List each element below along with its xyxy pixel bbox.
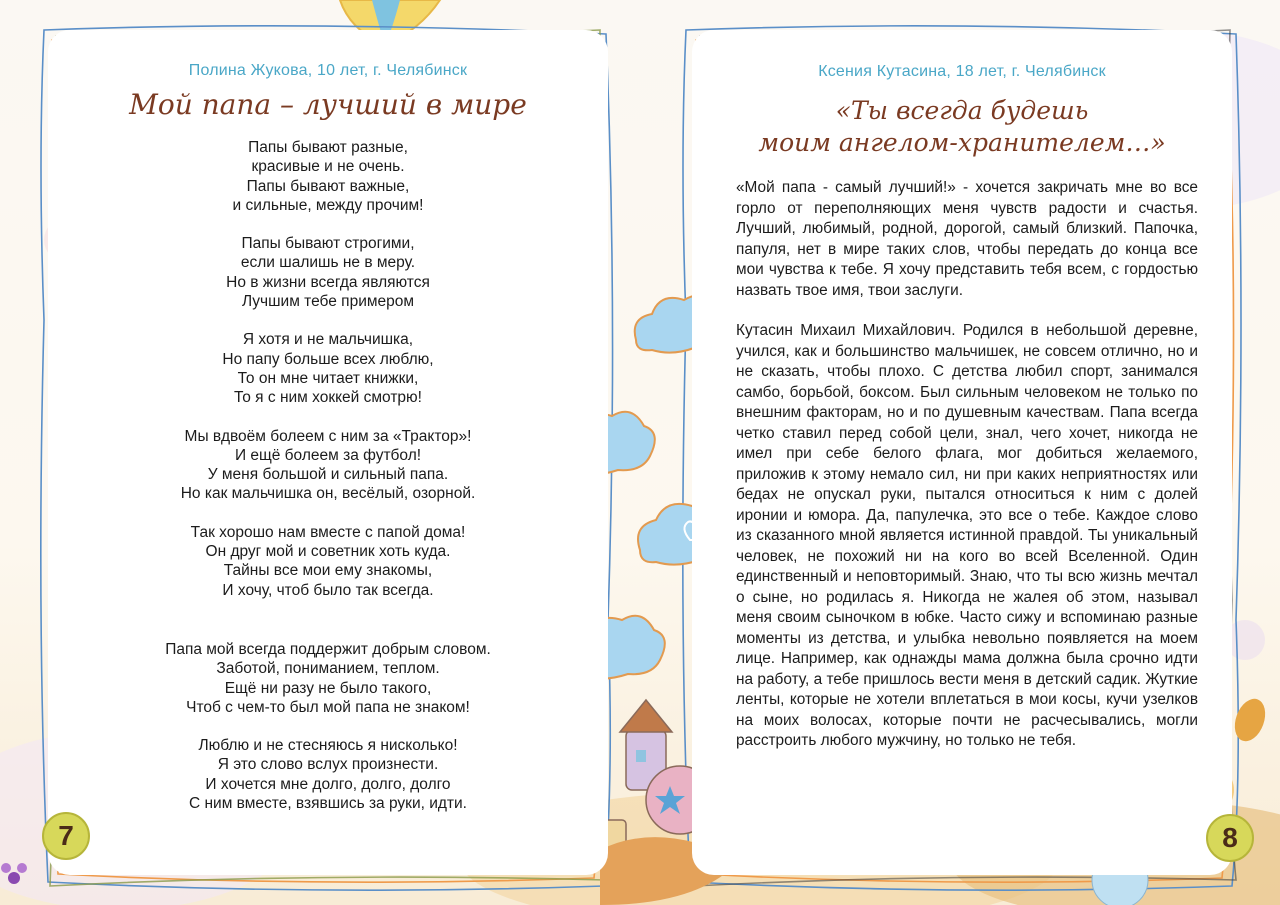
poem-body [48, 138, 608, 813]
poem-line: То он мне читает книжки, [237, 369, 419, 387]
poem-stanza [48, 640, 608, 717]
poem-line: Заботой, пониманием, теплом. [216, 660, 440, 678]
essay-body [736, 178, 1198, 752]
poem-stanza [48, 523, 608, 600]
poem-line: И хочется мне долго, долго, долго [205, 775, 451, 793]
poem-stanza [48, 330, 608, 407]
essay-paragraph: Кутасин Михаил Михайлович. Родился в небольшой деревне, учился, как и большинство мальчишек, не совсем отлично, но и не сказать, чтобы плохо. С детства любил спорт, занимался самбо, борьбой, боксом. Был сильным человеком не только по внешним факторам, но и по душевным качествам. Папа всегда четко ставил перед собой цели, знал, чего хочет, никогда не имел при себе белого флага, мог добиться желаемого, приложив к этому немало сил, ни при каких неприятностях или бедах не опускал руки, пытался относиться к ним с долей иронии и юмора. Да, папулечка, это все о тебе. Каждое слово из сказанного мной является истинной правдой. Ты уникальный человек, не похожий ни на кого во всей Вселенной. Один единственный и неповторимый. Знаю, что ты всю жизнь мечтал о сыне, но родилась я. Никогда не жалея об этом, называл меня своим сыночком в юбке. Часто сижу и вспоминаю разные моменты из детства, и улыбка невольно появляется на моем лице. Например, как однажды мама должна была срочно идти на работу, а тебе пришлось вести меня в детский садик. Жуткие ленты, которые не хотели вплетаться в мои косы, кучи узелков на моих волосах, которые почти не расчесывались, могли расстроить любого мужчину, но только не тебя. [736, 322, 1198, 749]
poem-line: То я с ним хоккей смотрю! [234, 389, 422, 407]
poem-stanza [48, 736, 608, 813]
poem-line: Папы бывают строгими, [241, 235, 415, 253]
poem-line: Чтоб с чем-то был мой папа не знаком! [186, 698, 470, 716]
right-essay-title-line1: «Ты всегда будешь [835, 96, 1089, 125]
right-page [692, 30, 1232, 875]
poem-stanza [48, 427, 608, 504]
essay-paragraph: «Мой папа - самый лучший!» - хочется закричать мне во все горло от переполняющих меня чувств радости и счастья. Лучший, любимый, родной, дорогой, самый близкий. Папочка, папуля, нет в мире таких слов, чтобы передать до конца все мои чувства к тебе. Я хочу представить тебя всем, с гордостью назвать твое имя, твои заслуги. [736, 179, 1198, 299]
poem-line: Я хотя и не мальчишка, [242, 331, 414, 349]
poem-line: Но как мальчишка он, весёлый, озорной. [180, 485, 476, 503]
poem-line: Ещё ни разу не было такого, [224, 679, 432, 697]
poem-stanza [48, 138, 608, 215]
poem-line: Но в жизни всегда являются [226, 273, 430, 291]
poem-line: Лучшим тебе примером [241, 293, 415, 311]
poem-line: Тайны все мои ему знакомы, [223, 562, 433, 580]
right-essay-title-line2: моим ангелом-хранителем…» [758, 128, 1166, 157]
poem-line: красивые и не очень. [251, 158, 405, 176]
poem-line: Мы вдвоём болеем с ним за «Трактор»! [184, 427, 472, 445]
poem-line: И ещё болеем за футбол! [234, 446, 422, 464]
right-author-byline: Ксения Кутасина, 18 лет, г. Челябинск [818, 63, 1106, 80]
poem-line: Папы бывают важные, [246, 177, 410, 195]
left-author-byline: Полина Жукова, 10 лет, г. Челябинск [188, 62, 468, 79]
poem-line: Так хорошо нам вместе с папой дома! [190, 523, 466, 541]
poem-line: Я это слово вслух произнести. [217, 756, 439, 774]
left-poem-title: Мой папа – лучший в мире [129, 88, 527, 121]
poem-line: С ним вместе, взявшись за руки, идти. [189, 795, 467, 813]
poem-line: Люблю и не стесняюсь я нисколько! [198, 737, 458, 755]
left-page [48, 30, 608, 875]
poem-line: Он друг мой и советник хоть куда. [205, 543, 451, 561]
right-page-number: 8 [1206, 814, 1254, 862]
poem-line: и сильные, между прочим! [232, 196, 424, 214]
poem-line: У меня большой и сильный папа. [207, 466, 449, 484]
poem-line: Папы бывают разные, [248, 139, 408, 156]
poem-stanza [48, 234, 608, 311]
left-page-number: 7 [42, 812, 90, 860]
poem-line: Но папу больше всех люблю, [222, 350, 434, 368]
poem-line: Папа мой всегда поддержит добрым словом. [165, 640, 491, 658]
poem-line: И хочу, чтоб было так всегда. [222, 581, 434, 599]
poem-line: если шалишь не в меру. [240, 254, 416, 272]
